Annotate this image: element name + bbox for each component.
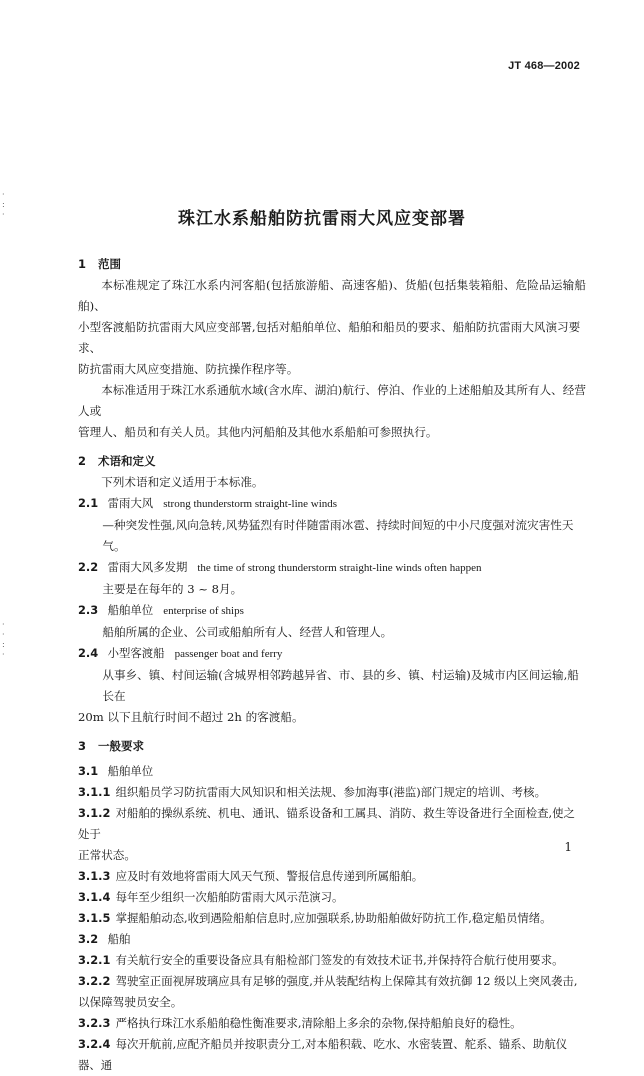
- paragraph-scope-2: 本标准适用于珠江水系通航水域(含水库、湖泊)航行、停泊、作业的上述船舶及其所有人、经营人或: [78, 383, 586, 418]
- section-heading-3: 3 一般要求: [78, 739, 144, 753]
- scan-artifact-middle: · · : ·: [2, 620, 5, 659]
- paragraph-scope-1-line3: 防抗雷雨大风应变措施、防抗操作程序等。: [78, 362, 299, 376]
- clause-3-1-2: 3.1.2 对船舶的操纵系统、机电、通讯、锚系设备和工属具、消防、救生等设备进行全面检查,使之处于: [78, 806, 575, 841]
- document-title: 珠江水系船舶防抗雷雨大风应变部署: [178, 209, 466, 229]
- term-2-4: 2.4 小型客渡船 passenger boat and ferry: [78, 646, 283, 660]
- scan-artifact-top: · : ·: [2, 190, 5, 219]
- term-2-3-definition: 船舶所属的企业、公司或船舶所有人、经营人和管理人。: [102, 625, 393, 639]
- term-2-2-definition: 主要是在每年的 3 ~ 8月。: [102, 582, 243, 596]
- term-2-3: 2.3 船舶单位 enterprise of ships: [78, 603, 244, 617]
- term-2-2: 2.2 雷雨大风多发期 the time of strong thunderstorm straight-line winds often happen: [78, 560, 482, 574]
- clause-3-1-4: 3.1.4 每年至少组织一次船舶防雷雨大风示范演习。: [78, 890, 344, 904]
- document-body: [78, 250, 586, 1076]
- section-heading-1: 1 范围: [78, 257, 121, 271]
- clause-3-2-4: 3.2.4 每次开航前,应配齐船员并按职责分工,对本船积载、吃水、水密装置、舵系、锚系、助航仪器、通: [78, 1037, 568, 1072]
- term-2-4-definition-line2: 20m 以下且航行时间不超过 2h 的客渡船。: [78, 710, 304, 724]
- paragraph-scope-1: 本标准规定了珠江水系内河客船(包括旅游船、高速客船)、货船(包括集装箱船、危险品运输船舶)、: [78, 278, 586, 313]
- section-heading-2: 2 术语和定义: [78, 454, 156, 468]
- clause-3-1-3: 3.1.3 应及时有效地将雷雨大风天气预、警报信息传递到所属船舶。: [78, 869, 424, 883]
- clause-3-2-2-continued: 以保障驾驶员安全。: [78, 995, 183, 1009]
- subsection-3-1: 3.1 船舶单位: [78, 764, 154, 778]
- term-2-1: 2.1 雷雨大风 strong thunderstorm straight-line winds: [78, 496, 338, 510]
- page-number: 1: [564, 840, 572, 854]
- clause-3-2-1: 3.2.1 有关航行安全的重要设备应具有船检部门签发的有效技术证书,并保持符合航行使用要求。: [78, 953, 564, 967]
- term-2-1-definition: —种突发性强,风向急转,风势猛烈有时伴随雷雨冰雹、持续时间短的中小尺度强对流灾害性天气。: [102, 518, 574, 553]
- paragraph-scope-1-line2: 小型客渡船防抗雷雨大风应变部署,包括对船舶单位、船舶和船员的要求、船舶防抗雷雨大风演习要求、: [78, 320, 581, 355]
- clause-3-1-2-continued: 正常状态。: [78, 848, 136, 862]
- paragraph-scope-2-line2: 管理人、船员和有关人员。其他内河船舶及其他水系船舶可参照执行。: [78, 425, 438, 439]
- term-2-4-definition: 从事乡、镇、村间运输(含城界相邻跨越异省、市、县的乡、镇、村运输)及城市内区间运输,船长在: [102, 668, 579, 703]
- standard-code: JT 468—2002: [508, 60, 580, 72]
- clause-3-2-3: 3.2.3 严格执行珠江水系船舶稳性衡准要求,清除船上多余的杂物,保持船舶良好的稳性。: [78, 1016, 522, 1030]
- clause-3-2-2: 3.2.2 驾驶室正面视屏玻璃应具有足够的强度,并从装配结构上保障其有效抗御 12 级以上突风袭击,: [78, 974, 578, 988]
- terms-intro: 下列术语和定义适用于本标准。: [101, 475, 264, 489]
- clause-3-1-1: 3.1.1 组织船员学习防抗雷雨大风知识和相关法规、参加海事(港监)部门规定的培训、考核。: [78, 785, 546, 799]
- subsection-3-2: 3.2 船舶: [78, 932, 131, 946]
- clause-3-1-5: 3.1.5 掌握船舶动态,收到遇险船舶信息时,应加强联系,协助船舶做好防抗工作,稳定船员情绪。: [78, 911, 552, 925]
